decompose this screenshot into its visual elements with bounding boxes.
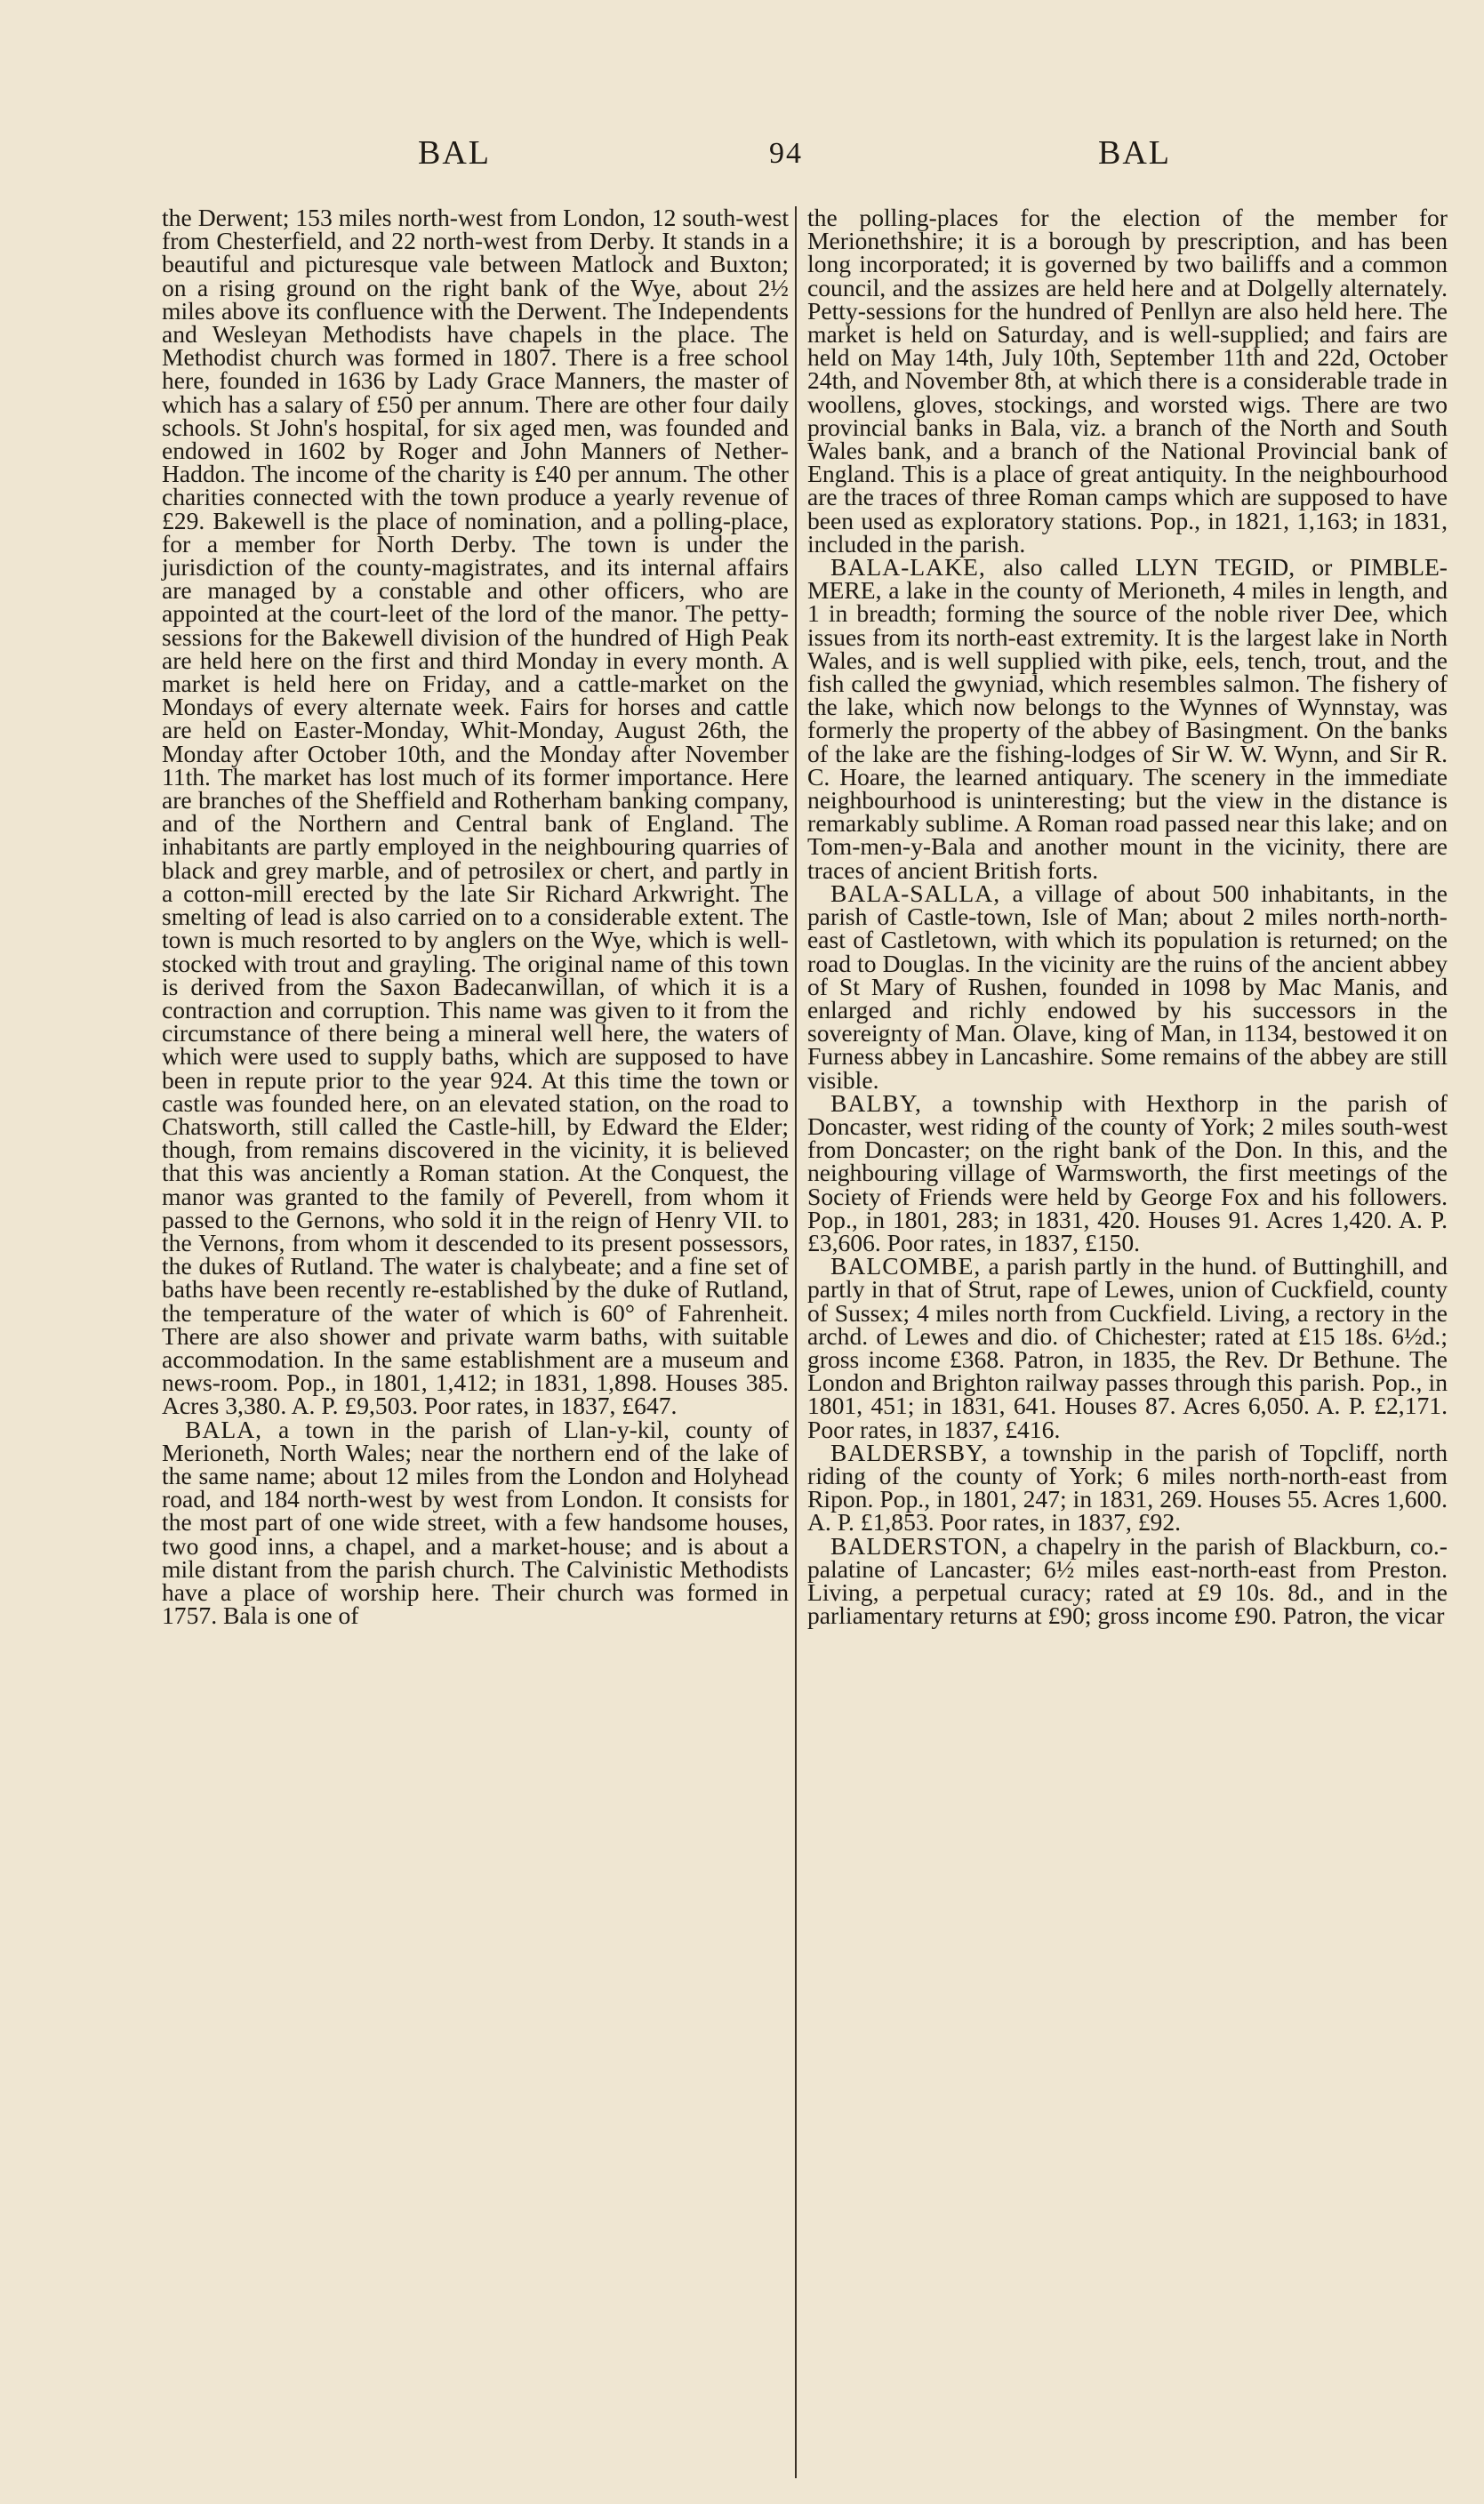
entry-body: a parish partly in the hund. of Buttinghill, and partly in that of Strut, rape of Lewes, union of Cuckfield, county of Sussex; 4 miles north from Cuckfield. Living, a rectory in the archd. of Lewes and dio. of Chichester; rated at £15 18s. 6½d.; gross income £368. Patron, in 1835, the Rev. Dr Bethune. The London and Brighton railway passes through this parish. Pop., in 1801, 451; in 1831, 641. Houses 87. Acres 6,050. A. P. £2,171. Poor rates, in 1837, £416.: [807, 1252, 1448, 1443]
entry-bala: [162, 1415, 789, 1630]
entry-headword: BALA-SALLA,: [830, 879, 1001, 907]
running-header: [0, 133, 1484, 187]
header-left-word: BAL: [418, 134, 491, 172]
right-column: [807, 204, 1448, 1630]
entry-bala-continued: the polling-places for the election of the member for Merionethshire; it is a borough by prescription, and has been long incorporated; it is governed by two bailiffs and a common council, and the assizes are held here and at Dolgelly alternately. Petty-sessions for the hundred of Penllyn are also held here. The market is held on Saturday, and is well-supplied; and fairs are held on May 14th, July 10th, September 11th and 22d, October 24th, and November 8th, at which there is a considerable trade in woollens, gloves, stockings, and worsted wigs. There are two provincial banks in Bala, viz. a branch of the North and South Wales bank, and a branch of the National Provincial bank of England. This is a place of great antiquity. In the neighbourhood are the traces of three Roman camps which are supposed to have been used as exploratory stations. Pop., in 1821, 1,163; in 1831, included in the parish.: [807, 204, 1448, 558]
entry-headword: BALBY,: [830, 1088, 922, 1117]
entry-headword: BALA-LAKE,: [830, 553, 986, 582]
entry-body: also called LLYN TEGID, or PIMBLE-MERE, a lake in the county of Merioneth, 4 miles in length, and 1 in breadth; forming the source of the noble river Dee, which issues from its north-east extremity. It is the largest lake in North Wales, and is well supplied with pike, eels, tench, trout, and the fish called the gwyniad, which resembles salmon. The fishery of the lake, which now belongs to the Wynnes of Wynnstay, was formerly the property of the abbey of Basingment. On the banks of the lake are the fishing-lodges of Sir W. W. Wynn, and Sir R. C. Hoare, the learned antiquary. The scenery in the immediate neighbourhood is uninteresting; but the view in the distance is remarkably sublime. A Roman road passed near this lake; and on Tom-men-y-Bala and another mount in the vicinity, there are traces of ancient British forts.: [807, 553, 1448, 884]
entry-balcombe: [807, 1252, 1448, 1443]
entry-bala-lake: [807, 553, 1448, 884]
left-column: [162, 204, 789, 1630]
entry-headword: BALA,: [185, 1415, 263, 1443]
column-divider: [795, 206, 797, 2478]
entry-body: a chapelry in the parish of Blackburn, co.-palatine of Lancaster; 6½ miles east-north-east from Preston. Living, a perpetual curacy; rated at £9 10s. 8d., and in the parliamentary returns at £90; gross income £90. Patron, the vicar: [807, 1531, 1448, 1630]
entry-body: a town in the parish of Llan-y-kil, county of Merioneth, North Wales; near the northern end of the lake of the same name; about 12 miles from the London and Holyhead road, and 184 north-west by west from London. It consists for the most part of one wide street, with a few handsome houses, two good inns, a chapel, and a market-house; and is about a mile distant from the parish church. The Calvinistic Methodists have a place of worship here. Their church was formed in 1757. Bala is one of: [162, 1415, 789, 1630]
entry-balby: [807, 1088, 1448, 1256]
page-number: 94: [769, 137, 803, 170]
entry-body: a township with Hexthorp in the parish of Doncaster, west riding of the county of York; 2 miles south-west from Doncaster; on the right bank of the Don. In this, and the neighbouring village of Warmsworth, the first meetings of the Society of Friends were held by George Fox and his followers. Pop., in 1801, 283; in 1831, 420. Houses 91. Acres 1,420. A. P. £3,606. Poor rates, in 1837, £150.: [807, 1088, 1448, 1256]
entry-bala-salla: [807, 879, 1448, 1094]
entry-headword: BALCOMBE,: [830, 1252, 982, 1280]
header-right-word: BAL: [1098, 134, 1171, 172]
entry-body: a village of about 500 inhabitants, in the parish of Castle-town, Isle of Man; about 2 miles north-north-east of Castletown, with which its population is returned; on the road to Douglas. In the vicinity are the ruins of the ancient abbey of St Mary of Rushen, founded in 1098 by Mac Manis, and enlarged and richly endowed by his successors in the sovereignty of Man. Olave, king of Man, in 1134, bestowed it on Furness abbey in Lancashire. Some remains of the abbey are still visible.: [807, 879, 1448, 1094]
entry-body: a township in the parish of Topcliff, north riding of the county of York; 6 miles north-north-east from Ripon. Pop., in 1801, 247; in 1831, 269. Houses 55. Acres 1,600. A. P. £1,853. Poor rates, in 1837, £92.: [807, 1438, 1448, 1537]
entry-baldersby: [807, 1438, 1448, 1537]
entry-headword: BALDERSBY,: [830, 1438, 989, 1466]
entry-headword: BALDERSTON,: [830, 1531, 1008, 1560]
entry-bakewell-continued: the Derwent; 153 miles north-west from London, 12 south-west from Chesterfield, and 22 north-west from Derby. It stands in a beautiful and picturesque vale between Matlock and Buxton; on a rising ground on the right bank of the Wye, about 2½ miles above its confluence with the Derwent. The Independents and Wesleyan Methodists have chapels in the place. The Methodist church was formed in 1807. There is a free school here, founded in 1636 by Lady Grace Manners, the master of which has a salary of £50 per annum. There are other four daily schools. St John's hospital, for six aged men, was founded and endowed in 1602 by Roger and John Manners of Nether-Haddon. The income of the charity is £40 per annum. The other charities connected with the town produce a yearly revenue of £29. Bakewell is the place of nomination, and a polling-place, for a member for North Derby. The town is under the jurisdiction of the county-magistrates, and its internal affairs are managed by a constable and other officers, who are appointed at the court-leet of the lord of the manor. The petty-sessions for the Bakewell division of the hundred of High Peak are held here on the first and third Monday in every month. A market is held here on Friday, and a cattle-market on the Mondays of every alternate week. Fairs for horses and cattle are held on Easter-Monday, Whit-Monday, August 26th, the Monday after October 10th, and the Monday after November 11th. The market has lost much of its former importance. Here are branches of the Sheffield and Rotherham banking company, and of the Northern and Central bank of England. The inhabitants are partly employed in the neighbouring quarries of black and grey marble, and of petrosilex or chert, and partly in a cotton-mill erected by the late Sir Richard Arkwright. The smelting of lead is also carried on to a considerable extent. The town is much resorted to by anglers on the Wye, which is well-stocked with trout and grayling. The original name of this town is derived from the Saxon Badecanwillan, of which it is a contraction and corruption. This name was given to it from the circumstance of there being a mineral well here, the waters of which were used to supply baths, which are supposed to have been in repute prior to the year 924. At this time the town or castle was founded here, on an elevated station, on the road to Chatsworth, still called the Castle-hill, by Edward the Elder; though, from remains discovered in the vicinity, it is believed that this was anciently a Roman station. At the Conquest, the manor was granted to the family of Peverell, from whom it passed to the Gernons, who sold it in the reign of Henry VII. to the Vernons, from whom it descended to its present possessors, the dukes of Rutland. The water is chalybeate; and a fine set of baths have been recently re-established by the duke of Rutland, the temperature of the water of which is 60° of Fahrenheit. There are also shower and private warm baths, with suitable accommodation. In the same establishment are a museum and news-room. Pop., in 1801, 1,412; in 1831, 1,898. Houses 385. Acres 3,380. A. P. £9,503. Poor rates, in 1837, £647.: [162, 204, 789, 1420]
entry-balderston: [807, 1531, 1448, 1630]
